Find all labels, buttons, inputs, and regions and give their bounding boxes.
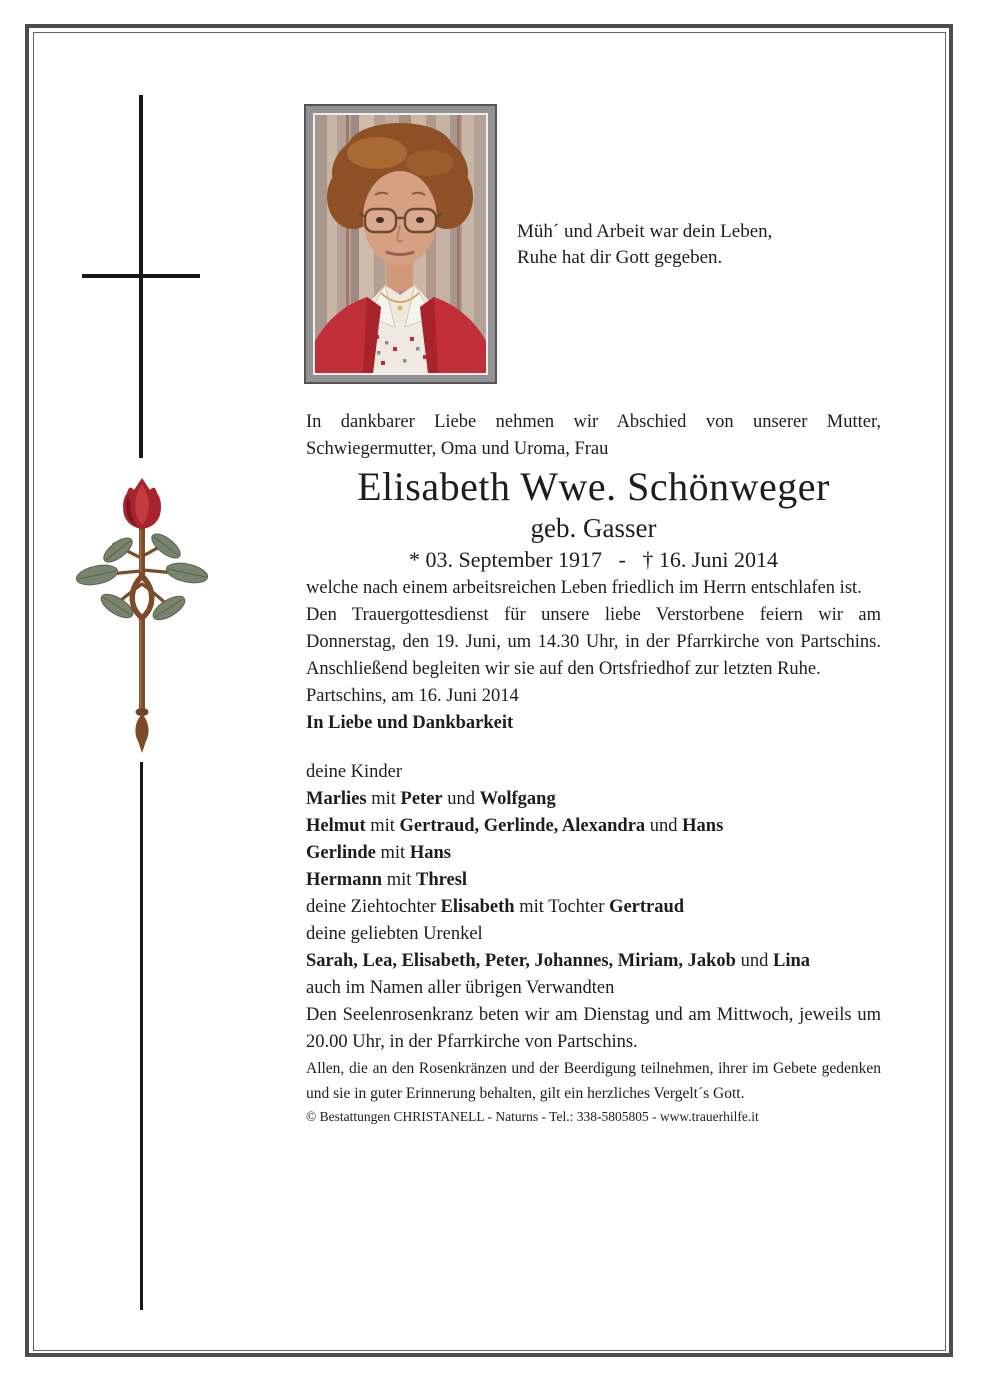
mourner-line: deine Ziehtochter Elisabeth mit Tochter Gertraud <box>306 897 685 917</box>
deceased-name: Elisabeth Wwe. Schönweger <box>357 464 830 509</box>
motto-line: Ruhe hat dir Gott gegeben. <box>517 247 723 268</box>
motto-line: Müh´ und Arbeit war dein Leben, <box>517 221 773 242</box>
mourner-line: Helmut mit Gertraud, Gerlinde, Alexandra und Hans <box>306 816 724 836</box>
maiden-name: geb. Gasser <box>530 513 657 543</box>
vertical-rule <box>140 762 143 1310</box>
mourner-line: Hermann mit Thresl <box>306 870 468 890</box>
cross-icon <box>82 274 200 278</box>
funeral-home-footer: © Bestattungen CHRISTANELL - Naturns - Tel.: 338-5805805 - www.trauerhilfe.it <box>306 1109 759 1124</box>
motto-verse <box>517 219 772 271</box>
passing-paragraph: welche nach einem arbeitsreichen Leben friedlich im Herrn entschlafen ist. <box>306 578 862 598</box>
service-paragraph: Den Trauergottesdienst für unsere liebe Verstorbene feiern wir am Donnerstag, den 19. Juni, um 14.30 Uhr, in der Pfarrkirche von Partschins. Anschließend begleiten wir sie auf den Ortsfriedhof zur letzten Ruhe. <box>306 605 881 679</box>
rosary-paragraph: Den Seelenrosenkranz beten wir am Dienstag und am Mittwoch, jeweils um 20.00 Uhr, in der Pfarrkirche von Partschins. <box>306 1005 881 1052</box>
main-text-column <box>306 409 881 1127</box>
intro-paragraph: In dankbarer Liebe nehmen wir Abschied von unserer Mutter, Schwiegermutter, Oma und Uroma, Frau <box>306 412 881 459</box>
mourner-line: Sarah, Lea, Elisabeth, Peter, Johannes, Miriam, Jakob und Lina <box>306 951 811 971</box>
life-dates: * 03. September 1917 - † 16. Juni 2014 <box>408 547 779 572</box>
mourner-line: auch im Namen aller übrigen Verwandten <box>306 978 615 998</box>
rose-icon <box>72 470 212 760</box>
mourner-line: deine geliebten Urenkel <box>306 924 483 944</box>
portrait-photo-frame <box>304 104 497 384</box>
mourner-line: Marlies mit Peter und Wolfgang <box>306 789 556 809</box>
closing-line: In Liebe und Dankbarkeit <box>306 713 514 733</box>
mourner-line: deine Kinder <box>306 762 403 782</box>
thanks-paragraph: Allen, die an den Rosenkränzen und der Beerdigung teilnehmen, ihrer im Gebete gedenken und sie in guter Erinnerung behalten, gilt ein herzliches Vergelt´s Gott. <box>306 1060 881 1102</box>
mourners-list <box>306 759 881 1002</box>
portrait-photo <box>313 113 488 375</box>
place-and-date: Partschins, am 16. Juni 2014 <box>306 686 519 706</box>
mourner-line: Gerlinde mit Hans <box>306 843 451 863</box>
